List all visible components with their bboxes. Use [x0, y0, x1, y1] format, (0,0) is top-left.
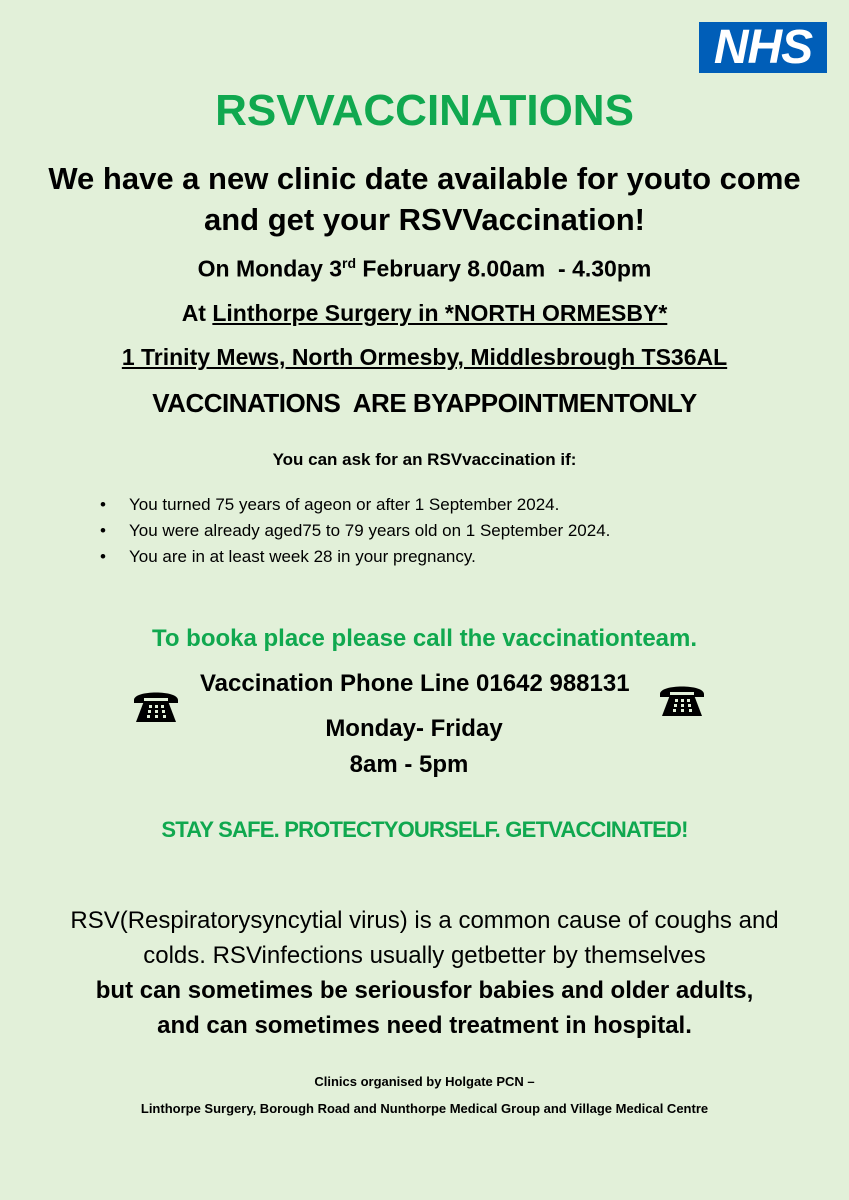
appointment-only-notice: VACCINATIONS ARE BYAPPOINTMENTONLY [152, 388, 697, 418]
location-prefix: At [181, 300, 213, 326]
clinic-date [0, 255, 849, 283]
eligibility-heading: You can ask for an RSVvaccination if: [272, 450, 577, 469]
opening-days: Monday- Friday [325, 715, 503, 742]
nhs-logo: NHS [699, 22, 827, 73]
eligibility-list [100, 495, 610, 573]
list-item: • You were already aged75 to 79 years old on 1 September 2024. [100, 521, 610, 547]
lead-line-2: and get your RSVVaccination! [204, 202, 645, 237]
clinic-location [0, 300, 849, 327]
address-text: 1 Trinity Mews, North Ormesby, Middlesbrough TS36AL [121, 344, 728, 370]
list-item: • You are in at least week 28 in your pregnancy. [100, 547, 610, 573]
lead-text [0, 158, 849, 240]
phone-line: Vaccination Phone Line 01642 988131 [200, 670, 630, 697]
date-suffix: rd [342, 255, 357, 271]
booking-prompt: To booka place please call the vaccinationteam. [151, 625, 698, 652]
telephone-icon [656, 680, 708, 720]
footer-organiser: Clinics organised by Holgate PCN – [314, 1074, 535, 1089]
rsv-info [0, 903, 849, 1043]
info-line-4: and can sometimes need treatment in hospital. [157, 1012, 692, 1039]
info-line-3: but can sometimes be seriousfor babies and older adults, [95, 977, 754, 1004]
info-line-1: RSV(Respiratorysyncytial virus) is a common cause of coughs and [70, 907, 779, 934]
slogan: STAY SAFE. PROTECTYOURSELF. GETVACCINATED! [161, 817, 688, 842]
location-place: Linthorpe Surgery in *NORTH ORMESBY* [212, 300, 668, 326]
date-rest: February 8.00am - 4.30pm [356, 255, 652, 282]
date-prefix: On Monday 3 [197, 255, 343, 282]
opening-times: 8am - 5pm [349, 751, 469, 778]
footer-practices: Linthorpe Surgery, Borough Road and Nunthorpe Medical Group and Village Medical Centre [140, 1101, 709, 1116]
list-item: • You turned 75 years of ageon or after 1 September 2024. [100, 495, 610, 521]
clinic-address [0, 344, 849, 371]
info-line-2: colds. RSVinfections usually getbetter by themselves [143, 942, 706, 969]
page-title: RSVVACCINATIONS [215, 86, 634, 135]
lead-line-1: We have a new clinic date available for youto come [48, 161, 801, 196]
